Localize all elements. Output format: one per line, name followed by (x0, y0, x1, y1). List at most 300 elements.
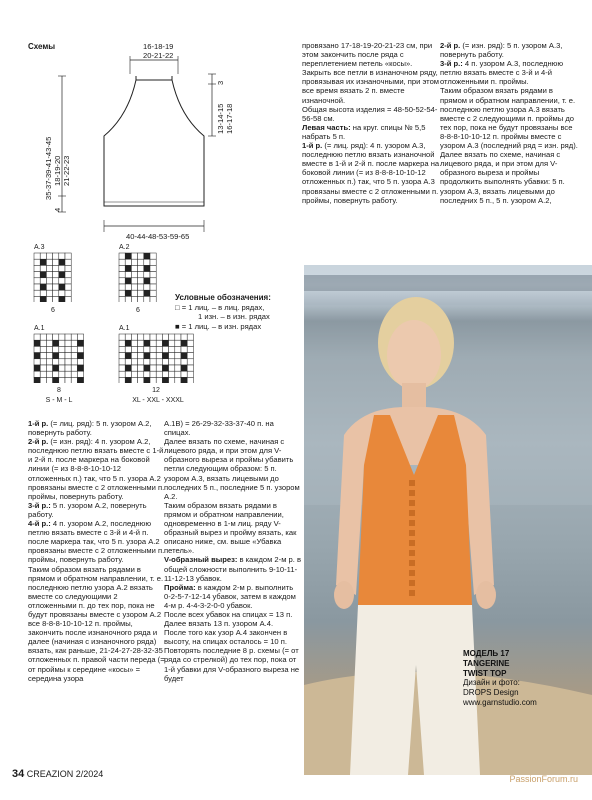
chart-cell (150, 365, 156, 371)
chart-cell (77, 359, 83, 365)
chart-cell (53, 284, 59, 290)
chart-cell (34, 278, 40, 284)
chart-cell (65, 272, 71, 278)
paragraph-heading: 1-й р. (302, 141, 323, 151)
chart-cell (138, 334, 144, 340)
chart-cell (53, 365, 59, 371)
chart-cell (71, 377, 77, 383)
chart-cell (119, 296, 125, 302)
chart-cell (169, 377, 175, 383)
paragraph-text: 4 п. узором А.2, последнюю петлю вязать вместе с 3-й и 4-й п. после маркера так, что 5 п. узора А.2 провязаны вместе с 2 отложенными п. проймы, повернуть работу. (28, 519, 165, 565)
chart-cell (65, 259, 71, 265)
legend (175, 293, 271, 331)
chart-cell (53, 334, 59, 340)
chart-cell (46, 365, 52, 371)
paragraph-heading: 2-й р. (440, 41, 461, 50)
chart-cell (138, 272, 144, 278)
chart-cell (156, 353, 162, 359)
chart-cell (187, 359, 193, 365)
chart-cell (40, 353, 46, 359)
height-main: 35-37-39-41-43-45 (44, 136, 53, 200)
chart-cell (71, 359, 77, 365)
chart-cell (59, 253, 65, 259)
chart-cell (46, 340, 52, 346)
chart-cell (71, 371, 77, 377)
chart-cell (53, 359, 59, 365)
chart-cell (65, 296, 71, 302)
side-c: 16-17-18 (225, 103, 234, 134)
chart-cell (65, 371, 71, 377)
chart-a2 (118, 252, 158, 302)
chart-cell (46, 359, 52, 365)
chart-cell (144, 346, 150, 352)
chart-cell (150, 359, 156, 365)
paragraph (302, 123, 440, 141)
chart-cell (150, 284, 156, 290)
chart-cell (156, 377, 162, 383)
chart-cell (150, 272, 156, 278)
chart-cell (40, 272, 46, 278)
garment-schematic (40, 36, 250, 236)
chart-cell (181, 371, 187, 377)
chart-cell (119, 371, 125, 377)
chart-cell (175, 346, 181, 352)
chart-cell (119, 359, 125, 365)
chart-cell (46, 346, 52, 352)
chart-cell (119, 265, 125, 271)
chart-a1-right (118, 333, 194, 383)
paragraph-text: провязано 17-18-19-20-21-23 см, при этом закончить после ряда с переплетением петель «косы». (302, 41, 433, 69)
chart-cell (125, 340, 131, 346)
chart-cell (138, 340, 144, 346)
chart-cell (150, 296, 156, 302)
page-footer (12, 768, 103, 780)
text-column-4 (440, 41, 580, 205)
chart-cell (181, 359, 187, 365)
chart-cell (150, 353, 156, 359)
chart-cell (169, 365, 175, 371)
chart-cell (131, 296, 137, 302)
chart-cell (187, 353, 193, 359)
chart-cell (131, 371, 137, 377)
chart-cell (77, 371, 83, 377)
paragraph-text: Закрыть все петли в изнаночном ряду, провязывая их изнаночными, при этом все время вязать 2 п. вместе изнаночной. (302, 68, 440, 105)
chart-cell (131, 377, 137, 383)
chart-cell (125, 253, 131, 259)
chart-cell (162, 371, 168, 377)
text-column-2 (164, 419, 302, 683)
caption-credit-1: Дизайн и фото: (463, 678, 520, 688)
paragraph-text: Таким образом вязать рядами в прямом и обратном направлении, т. е. последнюю петлю узора А.3 вязать вместе с 2 следующими п. проймы до тех пор, пока не будут провязаны все 8-8-8-10-10-12 п. проймы вместе с узором А.3 (последний ряд = изн. ряд). Далее вязать по схеме, начиная с лицевого ряда, и при этом для V-образного выреза и проймы продолжить выполнять убавки: 5 п. узором А.3, вязать лицевыми до последних 5 п., 5 п. узором А.2, (440, 86, 578, 205)
chart-cell (34, 265, 40, 271)
chart-cell (77, 340, 83, 346)
chart-cell (125, 377, 131, 383)
chart-cell (125, 290, 131, 296)
chart-cell (125, 278, 131, 284)
chart-cell (150, 340, 156, 346)
chart-cell (181, 353, 187, 359)
chart-cell (65, 353, 71, 359)
paragraph (164, 419, 302, 437)
paragraph (302, 105, 440, 123)
paragraph-heading: 2-й р. (28, 437, 49, 447)
chart-cell (169, 334, 175, 340)
paragraph-text: в каждом 2-м р. выполнить 0-2-5-7-12-14 убавок, затем в каждом 4-м р. 4-4-3-2-0-0 убавок. (164, 582, 296, 610)
caption-model: МОДЕЛЬ 17 (463, 649, 510, 658)
chart-cell (77, 365, 83, 371)
chart-cell (59, 296, 65, 302)
chart-cell (65, 359, 71, 365)
chart-cell (156, 365, 162, 371)
chart-cell (59, 284, 65, 290)
chart-cell (144, 353, 150, 359)
paragraph-heading: V-образный вырез: (164, 555, 238, 565)
paragraph (302, 41, 440, 68)
chart-cell (46, 253, 52, 259)
chart-cell (71, 334, 77, 340)
paragraph (28, 519, 166, 564)
paragraph-text: на круг. спицы № 5,5 набрать 5 п. (302, 122, 426, 141)
chart-cell (71, 340, 77, 346)
chart-cell (156, 346, 162, 352)
chart-cell (144, 377, 150, 383)
magazine-name: CREAZION 2/2024 (26, 769, 104, 779)
chart-cell (131, 334, 137, 340)
chart-cell (187, 365, 193, 371)
chart-cell (162, 340, 168, 346)
chart-cell (125, 365, 131, 371)
chart-cell (144, 259, 150, 265)
paragraph (28, 437, 166, 501)
chart-cell (59, 371, 65, 377)
chart-a1-right-sizes: XL - XXL - XXXL (132, 397, 184, 404)
chart-cell (53, 272, 59, 278)
chart-cell (59, 365, 65, 371)
chart-cell (65, 284, 71, 290)
chart-cell (125, 265, 131, 271)
caption-credit-2: DROPS Design (463, 688, 519, 698)
chart-cell (162, 365, 168, 371)
chart-cell (156, 359, 162, 365)
chart-cell (34, 346, 40, 352)
top-width-label-2: 20-21-22 (143, 51, 174, 60)
chart-cell (131, 340, 137, 346)
chart-a1-left-count: 8 (57, 387, 61, 394)
chart-cell (144, 365, 150, 371)
chart-cell (77, 353, 83, 359)
paragraph-text: А.1В) = 26-29-32-33-37-40 п. на спицах. (164, 419, 274, 438)
paragraph (164, 583, 302, 610)
chart-a1-right-count: 12 (152, 387, 160, 394)
chart-cell (40, 334, 46, 340)
chart-cell (46, 272, 52, 278)
chart-cell (46, 290, 52, 296)
photo-caption (463, 649, 589, 708)
chart-cell (65, 290, 71, 296)
side-label-b (216, 104, 225, 134)
chart-cell (65, 265, 71, 271)
chart-cell (119, 346, 125, 352)
paragraph (164, 555, 302, 582)
chart-cell (53, 340, 59, 346)
paragraph-text: (= изн. ряд): 5 п. узором А.3, повернуть работу. (440, 41, 563, 60)
chart-cell (169, 371, 175, 377)
chart-cell (71, 353, 77, 359)
chart-cell (150, 290, 156, 296)
paragraph-text: (= лиц. ряд): 5 п. узором А.2, повернуть работу. (28, 419, 152, 438)
chart-cell (53, 278, 59, 284)
paragraph-heading: 4-й р.: (28, 519, 51, 529)
chart-cell (34, 334, 40, 340)
chart-cell (138, 284, 144, 290)
chart-cell (59, 377, 65, 383)
chart-cell (119, 365, 125, 371)
chart-cell (131, 284, 137, 290)
chart-cell (40, 253, 46, 259)
side-label-c (225, 104, 234, 134)
chart-a2-label: A.2 (119, 244, 130, 251)
chart-cell (150, 278, 156, 284)
page-number: 34 (12, 768, 25, 780)
chart-cell (65, 334, 71, 340)
chart-cell (77, 346, 83, 352)
chart-cell (46, 353, 52, 359)
chart-cell (71, 365, 77, 371)
paragraph (302, 68, 440, 104)
chart-cell (119, 259, 125, 265)
chart-cell (46, 278, 52, 284)
chart-cell (138, 296, 144, 302)
side-label-a (216, 81, 225, 85)
chart-cell (119, 377, 125, 383)
chart-cell (59, 290, 65, 296)
chart-cell (53, 259, 59, 265)
paragraph-text: в каждом 2-м р. в общей сложности выполнить 9-10-11-11-12-13 убавок. (164, 555, 301, 583)
chart-cell (144, 272, 150, 278)
text-column-3 (302, 41, 440, 205)
chart-cell (138, 359, 144, 365)
paragraph (164, 619, 302, 628)
paragraph (164, 628, 302, 683)
chart-cell (169, 340, 175, 346)
chart-cell (119, 278, 125, 284)
chart-cell (40, 296, 46, 302)
text-column-1 (28, 419, 166, 683)
chart-cell (131, 265, 137, 271)
chart-cell (40, 284, 46, 290)
chart-cell (34, 371, 40, 377)
chart-cell (53, 346, 59, 352)
chart-cell (131, 346, 137, 352)
chart-cell (162, 359, 168, 365)
chart-a3-label: A.3 (34, 244, 45, 251)
chart-cell (138, 290, 144, 296)
chart-cell (40, 340, 46, 346)
chart-cell (144, 340, 150, 346)
chart-cell (59, 278, 65, 284)
chart-cell (119, 284, 125, 290)
caption-name-2: TWIST TOP (463, 668, 507, 678)
chart-cell (162, 377, 168, 383)
chart-cell (150, 265, 156, 271)
side-a: 3 (216, 80, 225, 85)
paragraph (440, 59, 580, 86)
chart-a1-left (33, 333, 85, 383)
chart-cell (34, 284, 40, 290)
chart-cell (119, 353, 125, 359)
watermark: PassionForum.ru (509, 774, 578, 784)
chart-cell (59, 359, 65, 365)
chart-cell (175, 371, 181, 377)
chart-cell (34, 359, 40, 365)
chart-cell (77, 377, 83, 383)
chart-cell (138, 377, 144, 383)
chart-cell (46, 259, 52, 265)
chart-cell (144, 265, 150, 271)
chart-cell (65, 278, 71, 284)
chart-cell (144, 296, 150, 302)
height-label (44, 136, 53, 200)
chart-cell (65, 377, 71, 383)
chart-a2-count: 6 (136, 307, 140, 314)
chart-cell (144, 253, 150, 259)
chart-cell (59, 265, 65, 271)
chart-cell (40, 359, 46, 365)
chart-cell (169, 346, 175, 352)
chart-cell (59, 272, 65, 278)
chart-cell (175, 359, 181, 365)
schemes-title: Схемы (28, 42, 56, 51)
paragraph (164, 437, 302, 501)
chart-cell (175, 334, 181, 340)
legend-item-2: ■ = 1 лиц. – в изн. рядах (175, 321, 262, 331)
chart-cell (138, 265, 144, 271)
chart-cell (162, 353, 168, 359)
chart-cell (144, 290, 150, 296)
chart-cell (175, 365, 181, 371)
chart-cell (125, 296, 131, 302)
legend-item-1b: 1 изн. – в изн. рядах (198, 312, 270, 321)
height-label-b (53, 156, 62, 186)
chart-cell (138, 353, 144, 359)
chart-cell (125, 334, 131, 340)
chart-cell (144, 284, 150, 290)
chart-cell (65, 365, 71, 371)
legend-title: Условные обозначения: (175, 293, 271, 302)
height-c: 21-22-23 (62, 155, 71, 186)
chart-cell (169, 353, 175, 359)
chart-cell (138, 371, 144, 377)
paragraph-text: 5 п. узором А.2, повернуть работу. (28, 500, 147, 519)
chart-cell (187, 340, 193, 346)
caption-site: www.garnstudio.com (463, 697, 537, 707)
chart-cell (77, 334, 83, 340)
chart-cell (131, 290, 137, 296)
paragraph-text: Далее вязать по схеме, начиная с лицевого ряда, и при этом для V-образного выреза и проймы убавить петли следующим образом: 5 п. узором А.3, вязать лицевыми до последних 5 п., последние 5 п. узором А.2. (164, 437, 300, 501)
paragraph-text: После всех убавок на спицах = 13 п. (164, 609, 293, 619)
chart-cell (125, 353, 131, 359)
paragraph-text: Таким образом вязать рядами в прямом и обратном направлении, одновременно в 1-м лиц. ряду V-образный вырез и пройму вязать, как описано ниже, см. выше «Убавка петель». (164, 500, 297, 556)
chart-cell (150, 334, 156, 340)
chart-cell (34, 296, 40, 302)
height-label-c (62, 156, 71, 186)
chart-cell (175, 377, 181, 383)
chart-cell (59, 346, 65, 352)
hem-value: 4 (53, 207, 62, 212)
chart-cell (40, 278, 46, 284)
paragraph-text: (= изн. ряд): 4 п. узором А.2, последнюю петлю вязать вместе с 1-й и 2-й п. после маркера на боковой линии (= из 8-8-8-10-10-12 отложенных п.) так, что 5 п. узора А.2 провязаны вместе с 2 отложенными п. проймы, повернуть работу. (28, 437, 165, 501)
chart-cell (150, 346, 156, 352)
chart-cell (46, 284, 52, 290)
chart-cell (131, 353, 137, 359)
paragraph-heading: 1-й р. (28, 419, 49, 428)
chart-cell (169, 359, 175, 365)
chart-cell (156, 334, 162, 340)
chart-cell (175, 340, 181, 346)
paragraph-heading: Левая часть: (302, 122, 351, 132)
chart-cell (34, 253, 40, 259)
chart-cell (181, 377, 187, 383)
chart-cell (65, 346, 71, 352)
chart-cell (53, 353, 59, 359)
paragraph-text: (= лиц. ряд): 4 п. узором А.3, последнюю петлю вязать изнаночной вместе в 1-й и 2-й п. после маркера на боковой линии (= из 8-8-8-10-10-12 отложенных п.) так, что 5 п. узора А.3 провязаны вместе с 2 отложенными п. проймы, повернуть работу. (302, 141, 440, 205)
chart-cell (125, 259, 131, 265)
chart-cell (34, 340, 40, 346)
paragraph-text: Общая высота изделия = 48-50-52-54-56-58 см. (302, 104, 438, 123)
chart-cell (131, 253, 137, 259)
legend-item-1: □ = 1 лиц. – в лиц. рядах, (175, 302, 265, 312)
chart-cell (138, 346, 144, 352)
chart-cell (181, 365, 187, 371)
chart-cell (181, 340, 187, 346)
chart-cell (156, 371, 162, 377)
chart-cell (125, 371, 131, 377)
paragraph (302, 141, 440, 205)
chart-cell (131, 259, 137, 265)
paragraph-heading: 3-й р.: (440, 59, 463, 69)
chart-cell (46, 265, 52, 271)
chart-cell (125, 359, 131, 365)
chart-cell (156, 340, 162, 346)
chart-cell (59, 334, 65, 340)
chart-cell (144, 278, 150, 284)
chart-cell (59, 340, 65, 346)
chart-cell (34, 365, 40, 371)
chart-cell (125, 284, 131, 290)
chart-cell (53, 265, 59, 271)
paragraph (28, 501, 166, 519)
chart-cell (138, 253, 144, 259)
chart-a3 (33, 252, 73, 302)
caption-name-1: TANGERINE (463, 658, 510, 668)
chart-cell (34, 353, 40, 359)
chart-a1-left-sizes: S - M - L (45, 397, 73, 404)
chart-cell (162, 346, 168, 352)
bottom-width-label: 40-44-48-53-59-65 (126, 232, 190, 241)
chart-cell (46, 371, 52, 377)
chart-cell (181, 346, 187, 352)
chart-cell (131, 365, 137, 371)
chart-cell (40, 290, 46, 296)
chart-cell (131, 278, 137, 284)
chart-cell (150, 253, 156, 259)
paragraph (164, 501, 302, 556)
paragraph (28, 419, 166, 437)
chart-cell (46, 334, 52, 340)
chart-cell (131, 359, 137, 365)
chart-cell (144, 371, 150, 377)
chart-cell (150, 371, 156, 377)
